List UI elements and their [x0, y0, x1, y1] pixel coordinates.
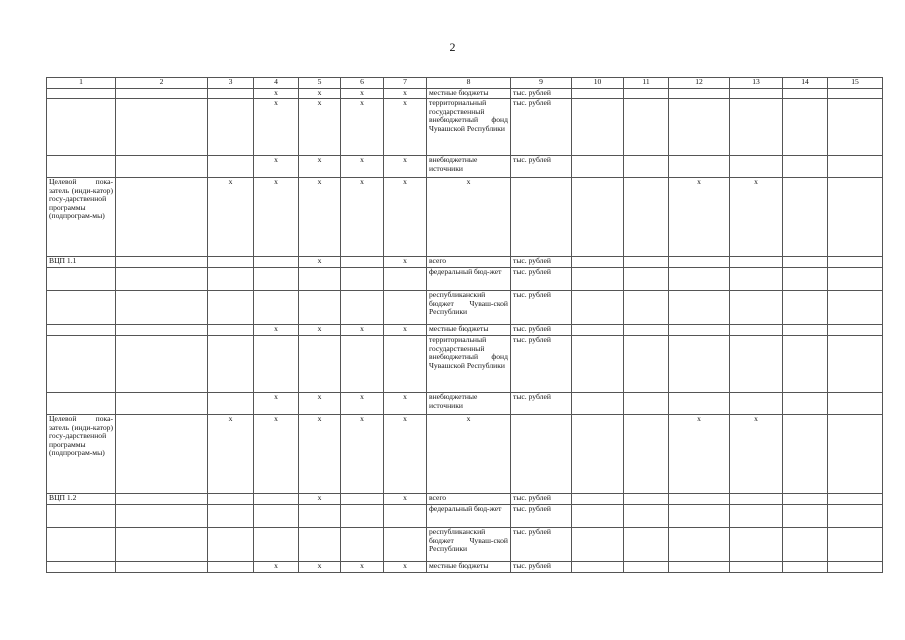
- table-cell: Целевой пока-затель (инди-катор) госу-дарственной программы (подпрограм-мы): [47, 178, 116, 257]
- table-cell: [572, 415, 624, 494]
- table-cell: x: [384, 562, 427, 573]
- table-cell: x: [299, 156, 341, 178]
- table-cell: [572, 336, 624, 393]
- header-cell: 10: [572, 78, 624, 89]
- table-cell: тыс. рублей: [511, 257, 572, 268]
- table-cell: [783, 505, 828, 528]
- table-cell: [624, 291, 669, 325]
- table-cell: x: [384, 89, 427, 99]
- table-cell: [783, 562, 828, 573]
- table-cell: x: [384, 494, 427, 505]
- table-cell: x: [208, 415, 254, 494]
- table-cell: [341, 528, 384, 562]
- table-cell: тыс. рублей: [511, 99, 572, 156]
- table-cell: [341, 505, 384, 528]
- table-cell: [116, 393, 208, 415]
- table-cell: тыс. рублей: [511, 562, 572, 573]
- table-cell: [208, 336, 254, 393]
- table-cell: [254, 291, 299, 325]
- table-row: [47, 178, 883, 257]
- table-cell: [116, 505, 208, 528]
- table-cell: [730, 156, 783, 178]
- table-cell: [47, 505, 116, 528]
- table-cell: x: [299, 99, 341, 156]
- table-cell: тыс. рублей: [511, 325, 572, 336]
- table-cell: x: [254, 562, 299, 573]
- table-cell: [341, 291, 384, 325]
- table-cell: тыс. рублей: [511, 268, 572, 291]
- table-cell: [828, 89, 883, 99]
- table-cell: [384, 291, 427, 325]
- table-cell: [254, 336, 299, 393]
- header-cell: 15: [828, 78, 883, 89]
- table-cell: [624, 89, 669, 99]
- table-cell: [669, 505, 730, 528]
- table-cell: x: [384, 257, 427, 268]
- table-cell: [208, 505, 254, 528]
- table-cell: [669, 156, 730, 178]
- table-cell: [783, 325, 828, 336]
- table-cell: [572, 291, 624, 325]
- table-cell: [299, 505, 341, 528]
- table-cell: x: [384, 178, 427, 257]
- table-cell: [208, 325, 254, 336]
- table-cell: [384, 505, 427, 528]
- table-row: [47, 99, 883, 156]
- table-cell: [669, 99, 730, 156]
- table-cell: [572, 505, 624, 528]
- table-cell: [384, 528, 427, 562]
- table-cell: x: [254, 415, 299, 494]
- table-cell: местные бюджеты: [427, 325, 511, 336]
- header-cell: 12: [669, 78, 730, 89]
- table-cell: [669, 89, 730, 99]
- table-cell: x: [384, 325, 427, 336]
- table-cell: [624, 336, 669, 393]
- table-cell: [624, 528, 669, 562]
- table-cell: [730, 528, 783, 562]
- table-cell: [624, 99, 669, 156]
- table-cell: x: [341, 178, 384, 257]
- table-cell: [669, 268, 730, 291]
- table-cell: x: [384, 99, 427, 156]
- table-cell: [730, 336, 783, 393]
- table-cell: [828, 336, 883, 393]
- table-cell: [47, 99, 116, 156]
- table-cell: [669, 336, 730, 393]
- table-cell: [116, 336, 208, 393]
- table-cell: [572, 89, 624, 99]
- table-cell: [116, 494, 208, 505]
- table-cell: x: [384, 415, 427, 494]
- table-cell: x: [299, 89, 341, 99]
- table-cell: x: [669, 415, 730, 494]
- header-cell: 1: [47, 78, 116, 89]
- table-row: [47, 415, 883, 494]
- table-cell: [783, 268, 828, 291]
- header-row: [47, 78, 883, 89]
- table-row: [47, 505, 883, 528]
- table-cell: [208, 494, 254, 505]
- table-cell: [669, 257, 730, 268]
- table-cell: [572, 393, 624, 415]
- table-cell: x: [341, 99, 384, 156]
- table-cell: [828, 99, 883, 156]
- table-cell: x: [427, 415, 511, 494]
- header-cell: 13: [730, 78, 783, 89]
- table-cell: [783, 178, 828, 257]
- table-row: [47, 257, 883, 268]
- table-cell: [828, 325, 883, 336]
- table-cell: [624, 494, 669, 505]
- table-cell: [783, 528, 828, 562]
- table-cell: x: [730, 178, 783, 257]
- table-cell: x: [299, 393, 341, 415]
- header-cell: 11: [624, 78, 669, 89]
- table-cell: [730, 257, 783, 268]
- table-cell: x: [254, 325, 299, 336]
- table-cell: [47, 336, 116, 393]
- table-cell: [208, 291, 254, 325]
- table-cell: [254, 505, 299, 528]
- table-cell: [116, 99, 208, 156]
- table-cell: x: [730, 415, 783, 494]
- table-cell: [828, 291, 883, 325]
- header-cell: 7: [384, 78, 427, 89]
- table-cell: [730, 325, 783, 336]
- table-cell: [116, 268, 208, 291]
- table-cell: [828, 156, 883, 178]
- table-cell: x: [384, 156, 427, 178]
- table-cell: [299, 528, 341, 562]
- table-cell: [572, 494, 624, 505]
- table-cell: [624, 268, 669, 291]
- table-row: [47, 494, 883, 505]
- table-cell: x: [299, 415, 341, 494]
- page-number: 2: [449, 40, 456, 54]
- table-cell: [208, 528, 254, 562]
- table-cell: x: [299, 562, 341, 573]
- table-cell: [341, 336, 384, 393]
- table-cell: [730, 562, 783, 573]
- table-cell: [572, 325, 624, 336]
- table-cell: [47, 562, 116, 573]
- table-cell: [730, 494, 783, 505]
- table-cell: [208, 562, 254, 573]
- table-cell: всего: [427, 494, 511, 505]
- table-cell: [624, 562, 669, 573]
- table-cell: федеральный бюд-жет: [427, 268, 511, 291]
- table-cell: [116, 291, 208, 325]
- table-cell: [341, 494, 384, 505]
- table-cell: [783, 89, 828, 99]
- table-cell: x: [208, 178, 254, 257]
- table-cell: [208, 257, 254, 268]
- table-cell: [47, 528, 116, 562]
- table-cell: x: [427, 178, 511, 257]
- table-cell: [828, 505, 883, 528]
- table-cell: [341, 268, 384, 291]
- table-row: [47, 325, 883, 336]
- table-cell: [572, 562, 624, 573]
- table-cell: [47, 268, 116, 291]
- header-cell: 5: [299, 78, 341, 89]
- table-cell: x: [341, 562, 384, 573]
- table-cell: [783, 415, 828, 494]
- table-cell: [783, 393, 828, 415]
- table-cell: x: [341, 415, 384, 494]
- table-cell: [783, 336, 828, 393]
- table-cell: местные бюджеты: [427, 89, 511, 99]
- table-cell: [669, 393, 730, 415]
- table-cell: всего: [427, 257, 511, 268]
- table-cell: [572, 156, 624, 178]
- table-cell: [116, 528, 208, 562]
- table-row: [47, 393, 883, 415]
- table-cell: [208, 156, 254, 178]
- table-cell: x: [299, 178, 341, 257]
- header-cell: 8: [427, 78, 511, 89]
- table-cell: [828, 415, 883, 494]
- table-cell: [299, 291, 341, 325]
- header-cell: 4: [254, 78, 299, 89]
- table-cell: [783, 291, 828, 325]
- table-cell: [208, 268, 254, 291]
- table-cell: [47, 325, 116, 336]
- table-cell: территориальный государственный внебюджетный фонд Чувашской Республики: [427, 99, 511, 156]
- table-cell: тыс. рублей: [511, 393, 572, 415]
- table-cell: [730, 291, 783, 325]
- table-cell: тыс. рублей: [511, 156, 572, 178]
- table-row: [47, 156, 883, 178]
- table-cell: республиканский бюджет Чуваш-ской Республики: [427, 291, 511, 325]
- header-cell: 9: [511, 78, 572, 89]
- table-cell: [730, 268, 783, 291]
- table-cell: [730, 99, 783, 156]
- table-cell: [624, 415, 669, 494]
- table-cell: тыс. рублей: [511, 89, 572, 99]
- table-cell: тыс. рублей: [511, 494, 572, 505]
- table-row: [47, 89, 883, 99]
- table-cell: [572, 257, 624, 268]
- table-row: [47, 528, 883, 562]
- table-cell: [828, 257, 883, 268]
- budget-table: [46, 77, 883, 573]
- table-cell: [783, 99, 828, 156]
- table-cell: [47, 291, 116, 325]
- table-cell: [624, 325, 669, 336]
- table-cell: x: [254, 99, 299, 156]
- table-cell: [730, 505, 783, 528]
- header-cell: 14: [783, 78, 828, 89]
- table-cell: [208, 89, 254, 99]
- table-cell: [116, 415, 208, 494]
- table-cell: Целевой пока-затель (инди-катор) госу-дарственной программы (подпрограм-мы): [47, 415, 116, 494]
- table-cell: [341, 257, 384, 268]
- table-cell: [116, 89, 208, 99]
- header-cell: 2: [116, 78, 208, 89]
- table-cell: x: [341, 325, 384, 336]
- table-cell: внебюджетные источники: [427, 393, 511, 415]
- table-cell: [572, 99, 624, 156]
- table-cell: x: [299, 325, 341, 336]
- header-cell: 3: [208, 78, 254, 89]
- table-cell: x: [384, 393, 427, 415]
- table-cell: [254, 257, 299, 268]
- table-cell: x: [341, 89, 384, 99]
- table-cell: [116, 325, 208, 336]
- table-cell: [730, 393, 783, 415]
- table-cell: [511, 415, 572, 494]
- table-cell: [254, 494, 299, 505]
- table-cell: местные бюджеты: [427, 562, 511, 573]
- table-cell: [47, 393, 116, 415]
- table-cell: [299, 268, 341, 291]
- table-cell: [783, 257, 828, 268]
- table-cell: [47, 89, 116, 99]
- table-cell: [116, 156, 208, 178]
- table-cell: x: [299, 257, 341, 268]
- table-row: [47, 562, 883, 573]
- table-cell: республиканский бюджет Чуваш-ской Республики: [427, 528, 511, 562]
- table-cell: [208, 99, 254, 156]
- table-cell: x: [254, 156, 299, 178]
- table-cell: [624, 505, 669, 528]
- table-cell: [624, 156, 669, 178]
- table-cell: [828, 528, 883, 562]
- table-cell: [828, 178, 883, 257]
- table-cell: [384, 336, 427, 393]
- table-cell: [669, 528, 730, 562]
- table-cell: x: [341, 156, 384, 178]
- table-cell: x: [299, 494, 341, 505]
- table-cell: ВЦП 1.1: [47, 257, 116, 268]
- table-cell: [783, 494, 828, 505]
- table-cell: внебюджетные источники: [427, 156, 511, 178]
- table-row: [47, 291, 883, 325]
- table-cell: тыс. рублей: [511, 336, 572, 393]
- table-cell: ВЦП 1.2: [47, 494, 116, 505]
- table-cell: [47, 156, 116, 178]
- table-cell: [669, 325, 730, 336]
- table-cell: [254, 528, 299, 562]
- table-cell: [624, 257, 669, 268]
- table-cell: [572, 178, 624, 257]
- table-cell: федеральный бюд-жет: [427, 505, 511, 528]
- table-cell: [828, 393, 883, 415]
- table-cell: x: [254, 393, 299, 415]
- table-cell: [384, 268, 427, 291]
- table-cell: [299, 336, 341, 393]
- table-cell: [828, 268, 883, 291]
- table-cell: x: [669, 178, 730, 257]
- table-cell: тыс. рублей: [511, 528, 572, 562]
- table-cell: [572, 528, 624, 562]
- table-cell: [254, 268, 299, 291]
- table-cell: [828, 562, 883, 573]
- table-cell: [116, 178, 208, 257]
- table-cell: [624, 393, 669, 415]
- table-cell: тыс. рублей: [511, 505, 572, 528]
- table-cell: территориальный государственный внебюджетный фонд Чувашской Республики: [427, 336, 511, 393]
- table-cell: x: [254, 178, 299, 257]
- table-cell: [828, 494, 883, 505]
- table-row: [47, 268, 883, 291]
- table-cell: [116, 257, 208, 268]
- table-cell: [783, 156, 828, 178]
- table-cell: [624, 178, 669, 257]
- table-cell: [669, 291, 730, 325]
- table-cell: [208, 393, 254, 415]
- table-cell: [572, 268, 624, 291]
- table-cell: [669, 494, 730, 505]
- header-cell: 6: [341, 78, 384, 89]
- table-row: [47, 336, 883, 393]
- table-cell: x: [341, 393, 384, 415]
- table-cell: тыс. рублей: [511, 291, 572, 325]
- table-cell: [669, 562, 730, 573]
- table-cell: [511, 178, 572, 257]
- table-cell: [116, 562, 208, 573]
- table-cell: [730, 89, 783, 99]
- table-cell: x: [254, 89, 299, 99]
